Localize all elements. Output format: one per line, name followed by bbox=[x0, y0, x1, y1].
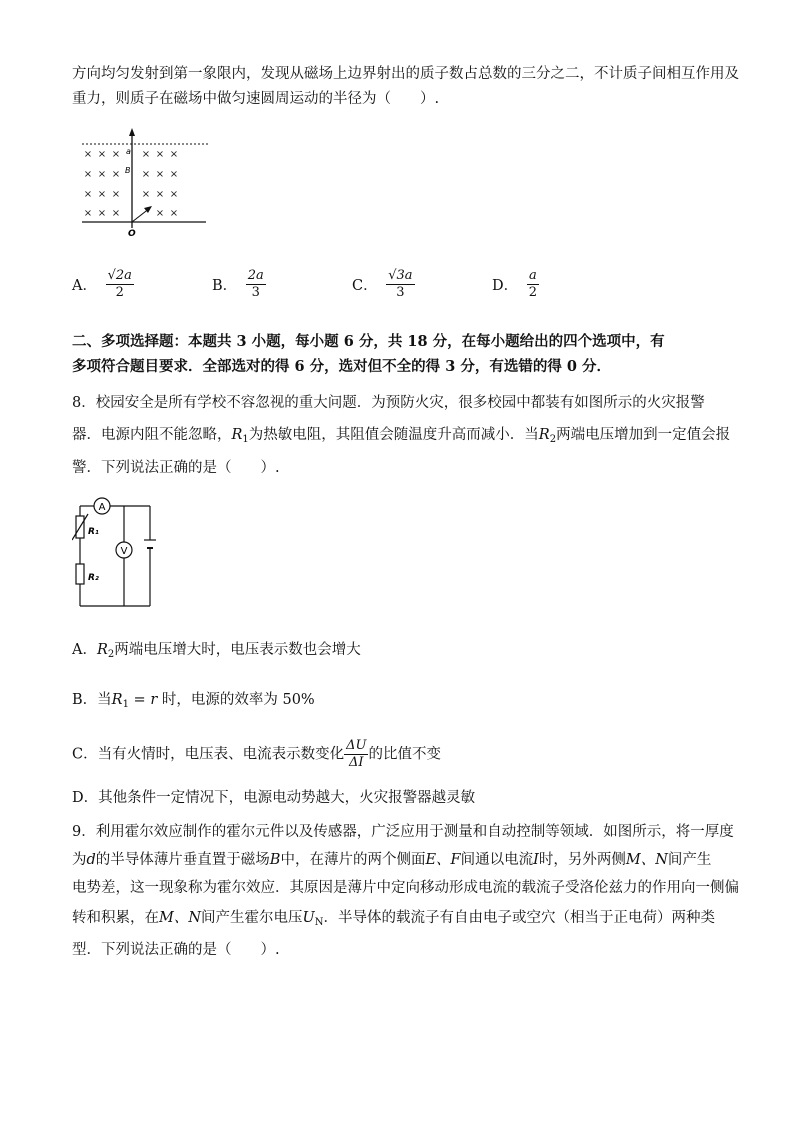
q8-text-line-1: 8．校园安全是所有学校不容忽视的重大问题．为预防火灾，很多校园中都装有如图所示的火灾报警 bbox=[72, 395, 705, 411]
svg-text:×: × bbox=[83, 149, 93, 160]
q8-r2-label: R₂ bbox=[88, 573, 99, 583]
svg-text:×: × bbox=[111, 208, 121, 219]
svg-text:×: × bbox=[169, 149, 179, 160]
q8-option-c-fraction: $\frac{\Delta U}{\Delta I}$ bbox=[346, 738, 367, 770]
q8-option-d[interactable]: D．其他条件一定情况下，电源电动势越大，火灾报警器越灵敏 bbox=[72, 790, 476, 806]
q7-option-c[interactable]: C． $\frac{√3a}{3}$ bbox=[352, 268, 413, 300]
svg-text:×: × bbox=[83, 208, 93, 219]
q9-text-line-1: 9．利用霍尔效应制作的霍尔元件以及传感器，广泛应用于测量和自动控制等领域．如图所示，将一厚度 bbox=[72, 824, 734, 840]
q7-text-line-2: 重力，则质子在磁场中做匀速圆周运动的半径为（ ）. bbox=[72, 91, 440, 107]
svg-text:×: × bbox=[111, 149, 121, 160]
svg-text:×: × bbox=[111, 189, 121, 200]
q8-option-a[interactable]: A．$R_2$两端电压增大时，电压表示数也会增大 bbox=[72, 642, 361, 660]
svg-text:×: × bbox=[97, 149, 107, 160]
q8-ammeter-label: A bbox=[98, 502, 106, 513]
section2-heading-line-2: 多项符合题目要求．全部选对的得 6 分，选对但不全的得 3 分，有选错的得 0 分． bbox=[72, 358, 612, 375]
q8-option-b[interactable]: B．当$R_1 = r$ 时，电源的效率为 50% bbox=[72, 692, 315, 710]
q7-figure-label-origin: O bbox=[128, 229, 136, 239]
q7-option-a-fraction: $\frac{√2a}{2}$ bbox=[107, 268, 132, 300]
svg-text:×: × bbox=[83, 169, 93, 180]
q8-voltmeter-label: V bbox=[120, 546, 128, 557]
svg-text:×: × bbox=[155, 149, 165, 160]
svg-text:×: × bbox=[155, 189, 165, 200]
svg-text:×: × bbox=[155, 208, 165, 219]
svg-text:×: × bbox=[169, 169, 179, 180]
q9-text-line-4: 转和积累，在M、N间产生霍尔电压$U_N$．半导体的载流子有自由电子或空穴（相当于正电荷）两种类 bbox=[72, 910, 716, 928]
svg-text:×: × bbox=[141, 189, 151, 200]
q8-option-c[interactable]: C．当有火情时，电压表、电流表示数变化 $\frac{\Delta U}{\Delta I}$ 的比值不变 bbox=[72, 738, 441, 770]
svg-text:×: × bbox=[141, 169, 151, 180]
svg-text:×: × bbox=[169, 189, 179, 200]
svg-text:×: × bbox=[155, 169, 165, 180]
q7-figure-label-b: B bbox=[125, 166, 131, 175]
svg-text:×: × bbox=[169, 208, 179, 219]
q7-option-b[interactable]: B． $\frac{2a}{3}$ bbox=[212, 268, 264, 300]
q8-text-line-3: 警．下列说法正确的是（ ）. bbox=[72, 460, 280, 476]
q9-text-line-5: 型．下列说法正确的是（ ）. bbox=[72, 942, 280, 958]
q8-text-line-2: 器．电源内阻不能忽略，$R_1$为热敏电阻，其阻值会随温度升高而减小．当$R_2$两端电压增加到一定值会报 bbox=[72, 427, 731, 445]
svg-text:×: × bbox=[83, 189, 93, 200]
q7-option-d[interactable]: D． $\frac{a}{2}$ bbox=[492, 268, 538, 300]
svg-text:×: × bbox=[97, 208, 107, 219]
q9-text-line-3: 电势差，这一现象称为霍尔效应．其原因是薄片中定向移动形成电流的载流子受洛伦兹力的作用向一侧偏 bbox=[72, 880, 739, 896]
q7-option-b-fraction: $\frac{2a}{3}$ bbox=[247, 268, 264, 300]
q7-text-line-1: 方向均匀发射到第一象限内，发现从磁场上边界射出的质子数占总数的三分之二，不计质子间相互作用及 bbox=[72, 66, 739, 82]
svg-text:×: × bbox=[111, 169, 121, 180]
q7-magnetic-field-figure bbox=[80, 128, 210, 240]
svg-text:×: × bbox=[97, 189, 107, 200]
q7-option-d-fraction: $\frac{a}{2}$ bbox=[528, 268, 538, 300]
q7-option-c-fraction: $\frac{√3a}{3}$ bbox=[388, 268, 413, 300]
svg-text:×: × bbox=[97, 169, 107, 180]
q7-option-a[interactable]: A． $\frac{√2a}{2}$ bbox=[72, 268, 132, 300]
q8-circuit-figure bbox=[72, 494, 162, 612]
section2-heading-line-1: 二、多项选择题：本题共 3 小题，每小题 6 分，共 18 分，在每小题给出的四个选项中，有 bbox=[72, 333, 665, 350]
q7-figure-label-a: a bbox=[126, 147, 131, 156]
svg-text:×: × bbox=[141, 149, 151, 160]
q9-text-line-2: 为d的半导体薄片垂直置于磁场B中，在薄片的两个侧面E、F间通以电流I时，另外两侧M、N间产生 bbox=[72, 852, 712, 868]
q8-r1-label: R₁ bbox=[88, 527, 99, 537]
